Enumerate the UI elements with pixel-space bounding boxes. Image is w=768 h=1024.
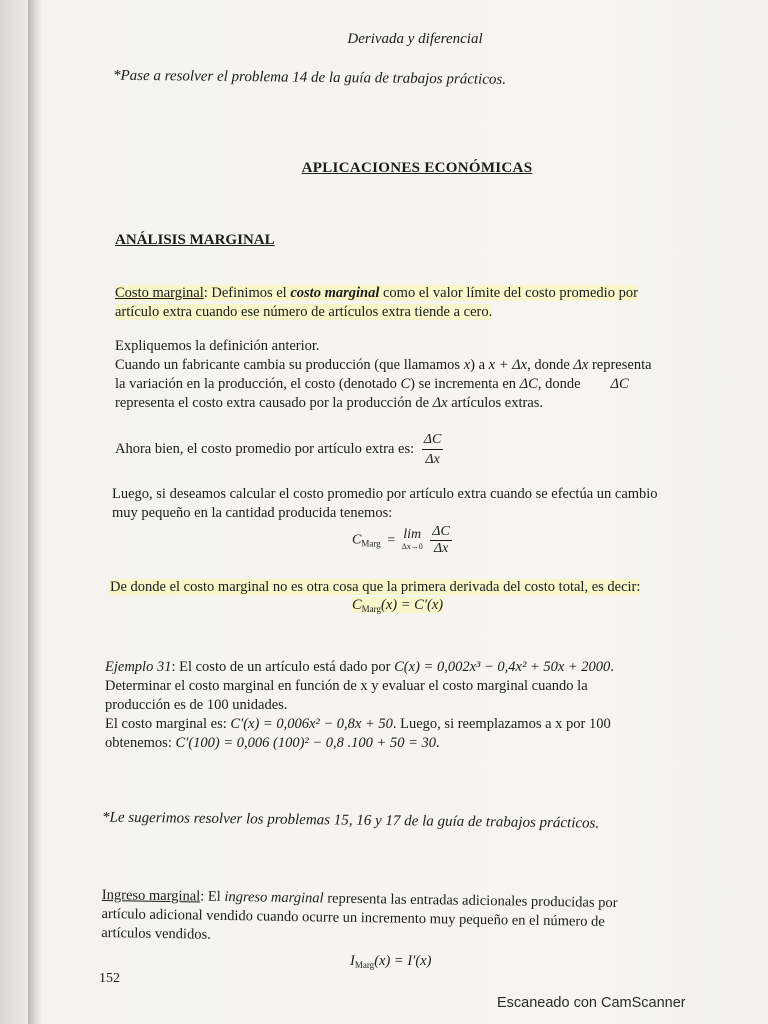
average-cost-line: Ahora bien, el costo promedio por artículo extra es: $\frac{\Delta C}{\Delta x}$ [115, 432, 442, 467]
intro-note: *Pase a resolver el problema 14 de la guía de trabajos prácticos. [112, 67, 507, 88]
ejemplo-31: Ejemplo 31: El costo de un artículo está dado por C(x) = 0,002x³ − 0,4x² + 50x + 2000. Determinar el costo marginal en función de x y evaluar el costo marginal cuando la producción es de 100 unidades. El costo marginal es: C′(x) = 0,006x² − 0,8x + 50. Luego, si reemplazamos a x por 100 obtenemos: C′(100) = 0,006 (100)² − 0,8 .100 + 50 = 30. [105, 659, 614, 751]
suggestion-note: *Le sugerimos resolver los problemas 15, 16 y 17 de la guía de trabajos prácticos. [101, 809, 600, 832]
ingreso-term: Ingreso marginal [101, 886, 201, 905]
costo-term: Costo marginal [115, 285, 204, 301]
subsection-title: ANÁLISIS MARGINAL [115, 232, 275, 248]
ingreso-marginal-formula: $I_{Marg}(x) = I'(x)$ [350, 953, 432, 970]
ingreso-definition: Ingreso marginal: El ingreso marginal representa las entradas adicionales producidas por artículo adicional vendido cuando ocurre un incremento muy pequeño en el número de artículos vendidos. [101, 886, 618, 943]
binding-shadow [28, 0, 42, 1024]
section-title: APLICACIONES ECONÓMICAS [301, 160, 533, 176]
costo-definition-line2: artículo extra cuando ese número de artículos extra tiende a cero. [115, 304, 493, 320]
costo-marginal-formula: $C_{Marg}(x) = C'(x)$ [352, 597, 444, 614]
running-header: Derivada y diferencial [347, 31, 483, 47]
average-cost-fraction: $\frac{\Delta C}{\Delta x}$ [423, 432, 442, 467]
limit-formula: $C_{Marg} = \lim$ Δx→0 $\frac{\Delta C}{\Delta x}$ [352, 524, 450, 556]
derivada-line: De donde el costo marginal no es otra cosa que la primera derivada del costo total, es decir: [110, 579, 641, 595]
luego-paragraph: Luego, si deseamos calcular el costo promedio por artículo extra cuando se efectúa un cambio muy pequeño en la cantidad producida tenemos: [112, 486, 658, 521]
camscanner-footer: Escaneado con CamScanner [497, 995, 686, 1011]
costo-definition-line1: Costo marginal: Definimos el costo marginal como el valor límite del costo promedio por [115, 285, 638, 301]
page-number: 152 [99, 971, 120, 986]
costo-explanation: Expliquemos la definición anterior. Cuando un fabricante cambia su producción (que llamamos x) a x + Δx, donde Δx representa la variación en la producción, el costo (denotado C) se incrementa en ΔC, donde ΔC representa el costo extra causado por la producción de Δx artículos extras. [115, 338, 652, 411]
costo-definition [115, 284, 715, 322]
ejemplo-label: Ejemplo 31 [105, 659, 172, 675]
